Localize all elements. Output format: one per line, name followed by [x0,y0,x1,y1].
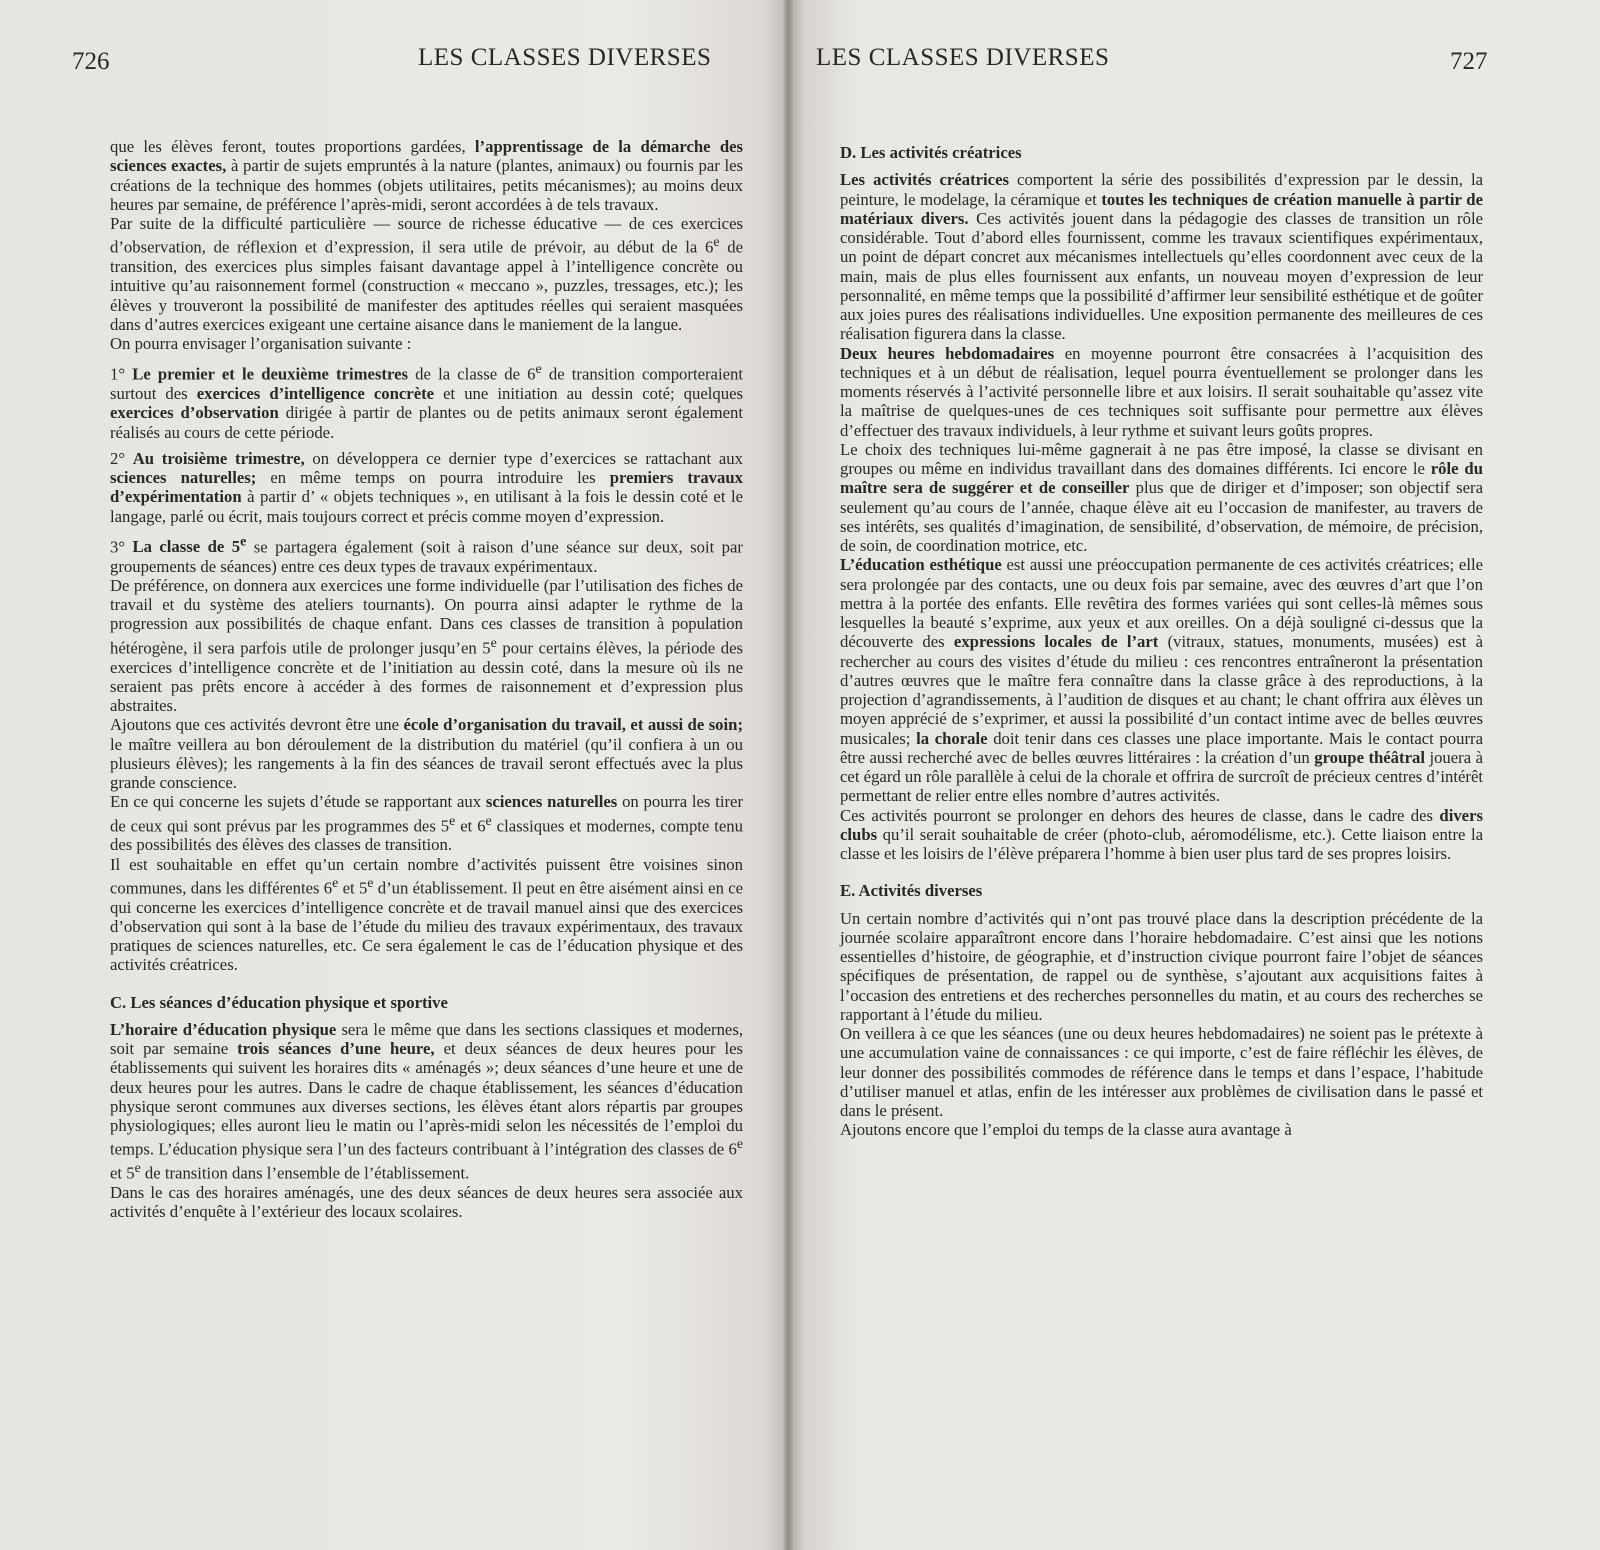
paragraph: Un certain nombre d’activités qui n’ont pas trouvé place dans la description précédente de la journée scolaire apparaîtront encore dans l’horaire hebdomadaire. C’est ainsi que les notions essentielles d’histoire, de géographie, et d’instruction civique pourront faire l’objet de séances spécifiques de présentation, de rappel ou de synthèse, s’ajoutant aux acquisitions faites à l’occasion des entretiens et des recherches personnelles du matin, et au cours des recherches se rapportant à l’étude du milieu. [840,908,1483,1024]
running-head: LES CLASSES DIVERSES [418,44,712,71]
section-heading: E. Activités diverses [840,881,983,901]
paragraph: Ces activités pourront se prolonger en dehors des heures de classe, dans le cadre des divers clubs qu’il serait souhaitable de créer (photo-club, aéromodélisme, etc.). Cette liaison entre la classe et les loisirs de l’élève préparera l’homme à bien user plus tard de ses propres loisirs. [840,805,1483,863]
paragraph: En ce qui concerne les sujets d’étude se rapportant aux sciences naturelles on pourra les tirer de ceux qui sont prévus par les programmes des 5e et 6e classiques et modernes, compte tenu des possibilités des élèves des classes de transition. [110,792,743,855]
body-text [840,143,1483,1140]
paragraph: Ajoutons que ces activités devront être une école d’organisation du travail, et aussi de soin; le maître veillera au bon déroulement de la distribution du matériel (qu’il confiera à un ou plusieurs élèves); les rangements à la fin des séances de travail seront effectués avec la plus grande conscience. [110,715,744,792]
paragraph: 3° La classe de 5e se partagera également (soit à raison d’une séance sur deux, soit par groupements de séances) entre ces deux types de travaux expérimentaux. [110,534,743,576]
paragraph: Deux heures hebdomadaires en moyenne pourront être consacrées à l’acquisition des techniques et à un début de réalisation, lequel pourra éventuellement se prolonger dans les moments réservés à l’activité personnelle libre et aux loisirs. Il serait souhaitable qu’assez vite la maîtrise de quelques-unes de ces techniques soit suffisante pour permettre aux élèves d’effectuer des travaux individuels, à leur rythme et suivant leurs goûts propres. [840,343,1483,440]
page-number: 727 [1450,48,1488,75]
section-heading: C. Les séances d’éducation physique et sportive [110,992,448,1012]
paragraph: L’horaire d’éducation physique sera le même que dans les sections classiques et modernes, soit par semaine trois séances d’une heure, et deux séances de deux heures pour les établissements qui suivent les horaires dits « aménagés »; deux séances d’une heure et une de deux heures pour les autres. Dans le cadre de chaque établissement, les séances d’éducation physique seront communes aux diverses sections, les élèves étant alors répartis par groupes physiologiques; elles auront lieu le matin ou l’après-midi selon les nécessités de l’emploi du temps. L’éducation physique sera l’un des facteurs contribuant à l’intégration des classes de 6e et 5e de transition dans l’ensemble de l’établissement. [110,1019,744,1183]
left-page [0,0,788,1550]
book-gutter [783,0,793,1550]
paragraph: Par suite de la difficulté particulière — source de richesse éducative — de ces exercices d’observation, de réflexion et d’expression, il sera utile de prévoir, au début de la 6e de transition, des exercices plus simples faisant davantage appel à l’intelligence concrète ou intuitive qu’au raisonnement formel (construction « meccano », puzzles, tressages, etc.); les élèves y trouveront la possibilité de manifester des aptitudes réelles qui seraient masquées dans d’autres exercices exigeant une certaine aisance dans le maniement de la langue. [110,214,743,334]
paragraph: Les activités créatrices comportent la série des possibilités d’expression par le dessin, la peinture, le modelage, la céramique et toutes les techniques de création manuelle à partir de matériaux divers. Ces activités jouent dans la pédagogie des classes de transition un rôle considérable. Tout d’abord elles fournissent, comme les travaux scientifiques expérimentaux, un point de départ concret aux mécanismes intellectuels qu’elles coordonnent avec ceux de la main, mais de plus elles fournissent aux enfants, un nouveau moyen d’expression de leur personnalité, en même temps que la possibilité d’affirmer leur sensibilité esthétique et de goûter aux joies pures des réalisations individuelles. Une exposition permanente des meilleures de ces réalisation figurera dans la classe. [840,170,1483,344]
paragraph: De préférence, on donnera aux exercices une forme individuelle (par l’utilisation des fiches de travail et du système des ateliers tournants). On pourra ainsi adapter le rythme de la progression aux possibilités de chaque enfant. Dans ces classes de transition à population hétérogène, il sera parfois utile de prolonger jusqu’en 5e pour certains élèves, la période des exercices d’intelligence concrète et de l’initiation au dessin coté, dans la mesure où ils ne seraient pas prêts encore à accéder à des formes de raisonnement et d’expression plus abstraites. [110,575,743,715]
section-heading: D. Les activités créatrices [840,143,1022,162]
paragraph: Le choix des techniques lui-même gagnerait à ne pas être imposé, la classe se divisant en groupes ou même en individus travaillant dans des domaines différents. Ici encore le rôle du maître sera de suggérer et de conseiller plus que de diriger et d’imposer; son objectif sera seulement qu’au cours de l’année, chaque élève ait eu l’occasion de manifester, au travers de ses intérêts, ses qualités d’imagination, de sensibilité, d’observation, de mémoire, de précision, de soin, de coordination motrice, etc. [840,439,1483,555]
right-page [788,0,1600,1550]
running-head: LES CLASSES DIVERSES [816,44,1110,71]
paragraph: Ajoutons encore que l’emploi du temps de la classe aura avantage à [840,1120,1292,1140]
paragraph: L’éducation esthétique est aussi une préoccupation permanente de ces activités créatrices; elle sera prolongée par des contacts, une ou deux fois par semaine, avec des œuvres d’art que l’on mettra à la portée des enfants. Elle revêtira des formes variées qui sont celles-là mêmes sous lesquelles la beauté s’exprime, aux yeux et aux oreilles. On a déjà souligné ci-dessus que la découverte des expressions locales de l’art (vitraux, statues, monuments, musées) est à rechercher au cours des visites d’étude du milieu : ces rencontres entraîneront la présentation d’autres œuvres que le maître fera connaître dans la classe grâce à des reproductions, à la projection d’agrandissements, à l’audition de disques et au chant; le chant offrira aux élèves un moyen apprécié de s’exprimer, et aussi la possibilité d’un contact intime avec de belles œuvres musicales; la chorale doit tenir dans ces classes une place importante. Mais le contact pourra être aussi recherché avec de belles œuvres littéraires : la création d’un groupe théâtral jouera à cet égard un rôle parallèle à celui de la chorale et offrira de surcroît de précieux centres d’intérêt permettant de relier entre elles nombre d’autres activités. [840,555,1484,806]
paragraph: 1° Le premier et le deuxième trimestres de la classe de 6e de transition comporteraient surtout des exercices d’intelligence concrète et une initiation au dessin coté; quelques exercices d’observation dirigée à partir de plantes ou de petits animaux seront également réalisés au cours de cette période. [110,362,744,442]
body-text [110,137,743,1222]
paragraph: On pourra envisager l’organisation suivante : [110,334,412,354]
paragraph: 2° Au troisième trimestre, on développera ce dernier type d’exercices se rattachant aux sciences naturelles; en même temps on pourra introduire les premiers travaux d’expérimentation à partir d’ « objets techniques », en utilisant à la fois le dessin coté et le langage, parlé ou écrit, mais toujours correct et précis comme moyen d’expression. [110,448,743,526]
paragraph: que les élèves feront, toutes proportions gardées, l’apprentissage de la démarche des sciences exactes, à partir de sujets empruntés à la nature (plantes, animaux) ou fournis par les créations de la technique des hommes (objets utilitaires, petits mécanismes); au moins deux heures par semaine, de préférence l’après-midi, seront accordées à de tels travaux. [110,137,744,214]
page-number: 726 [72,48,110,75]
paragraph: Dans le cas des horaires aménagés, une des deux séances de deux heures sera associée aux activités d’enquête à l’extérieur des locaux scolaires. [110,1183,743,1222]
paragraph: Il est souhaitable en effet qu’un certain nombre d’activités puissent être voisines sinon communes, dans les différentes 6e et 5e d’un établissement. Il peut en être aisément ainsi en ce qui concerne les exercices d’intelligence concrète et de travail manuel ainsi que des exercices d’observation qui sont à la base de l’étude du milieu des travaux expérimentaux, des travaux pratiques de sciences naturelles, etc. Ce sera également le cas de l’éducation physique et des activités créatrices. [110,854,744,975]
paragraph: On veillera à ce que les séances (une ou deux heures hebdomadaires) ne soient pas le prétexte à une accumulation vaine de connaissances : ce qui importe, c’est de faire réfléchir les élèves, de leur donner des possibilités commodes de référence dans le temps et dans l’espace, l’habitude d’utiliser manuel et atlas, enfin de les intéresser aux problèmes de civilisation dans le passé et dans le présent. [840,1024,1483,1120]
